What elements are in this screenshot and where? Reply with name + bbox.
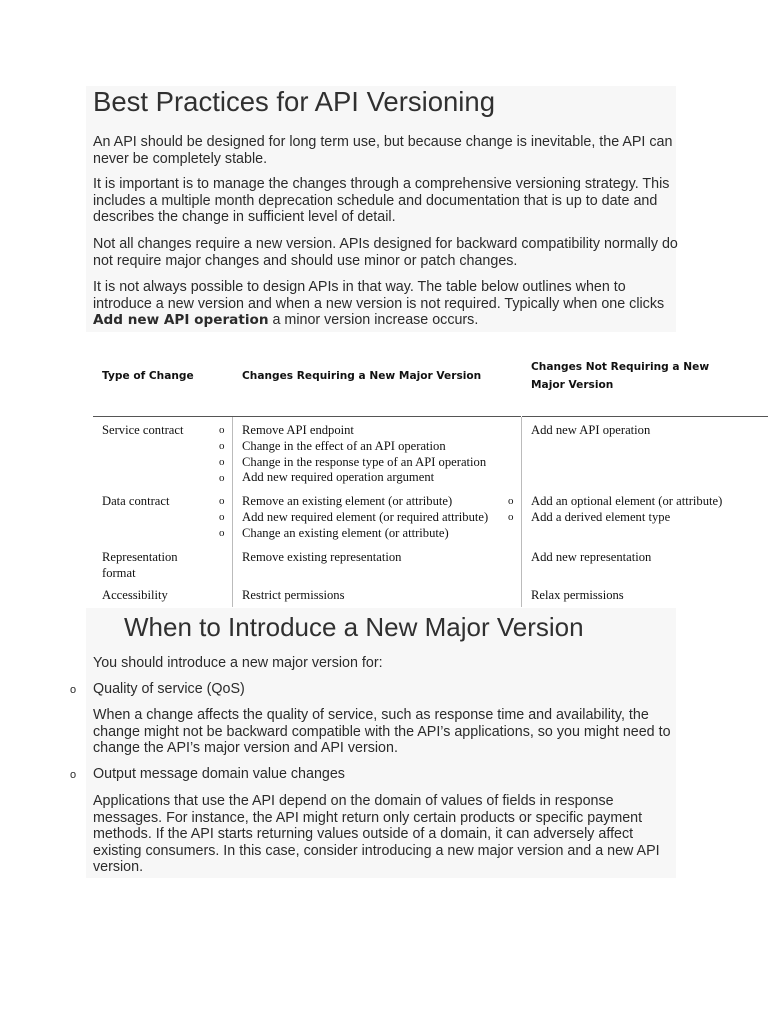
list-item-body: Applications that use the API depend on the domain of values of fields in response messages. For instance, the API might return only certain products or specific payment methods. If the API starts returning values outside of a domain, it can adversely affect existing consumers. In this case, consider introducing a new major version and a new API version.: [93, 793, 660, 875]
table-column-divider: [521, 417, 522, 607]
table-cell-major: Restrict permissions: [242, 588, 345, 602]
bullet-icon: o: [219, 511, 225, 523]
table-column-divider: [232, 417, 233, 607]
table-header-divider: [522, 416, 768, 417]
table-cell-major: Change in the response type of an API operation: [242, 455, 487, 469]
bullet-icon: o: [219, 527, 225, 539]
table-header-minor: Changes Not Requiring a New Major Version: [531, 361, 710, 391]
table-cell-major: Remove an existing element (or attribute): [242, 494, 453, 508]
intro-paragraph-1: An API should be designed for long term use, but because change is inevitable, the API can never be completely stable.: [93, 134, 673, 167]
table-cell-minor: Add new representation: [531, 550, 652, 564]
table-cell-minor: Add a derived element type: [531, 510, 671, 524]
bullet-icon: o: [219, 495, 225, 507]
table-header-type: Type of Change: [102, 370, 194, 382]
table-cell-major: Remove API endpoint: [242, 423, 354, 437]
table-header-major: Changes Requiring a New Major Version: [242, 370, 482, 382]
section-lead: You should introduce a new major version for:: [93, 655, 383, 671]
intro-paragraph-4: [93, 279, 683, 329]
page-title: Best Practices for API Versioning: [93, 86, 495, 117]
bullet-icon: o: [219, 440, 225, 452]
intro-paragraph-3: Not all changes require a new version. APIs designed for backward compatibility normally do not require major changes and should use minor or patch changes.: [93, 236, 678, 269]
table-cell-major: Add new required operation argument: [242, 470, 435, 484]
table-cell-minor: Add an optional element (or attribute): [531, 494, 723, 508]
table-cell-minor: Add new API operation: [531, 423, 651, 437]
table-row-type: Data contract: [102, 494, 170, 508]
table-cell-minor: Relax permissions: [531, 588, 624, 602]
table-cell-major: Change in the effect of an API operation: [242, 439, 446, 453]
list-item-title: Quality of service (QoS): [93, 681, 245, 697]
bullet-icon: o: [508, 511, 514, 523]
table-cell-major: Add new required element (or required attribute): [242, 510, 489, 524]
add-api-operation-label: Add new API operation: [93, 312, 269, 328]
table-row-type: Accessibility: [102, 588, 168, 602]
list-item-title: Output message domain value changes: [93, 766, 345, 782]
list-item-body: When a change affects the quality of service, such as response time and availability, the change might not be backward compatible with the API’s applications, so you might need to change the API’s major version and API version.: [93, 707, 671, 756]
table-cell-major: Change an existing element (or attribute): [242, 526, 449, 540]
intro-paragraph-2: It is important is to manage the changes through a comprehensive versioning strategy. This includes a multiple month deprecation schedule and documentation that is up to date and describes the change in sufficient level of detail.: [93, 176, 670, 225]
bullet-icon: o: [508, 495, 514, 507]
intro-paragraph-4-end: a minor version increase occurs.: [268, 312, 479, 328]
table-header-divider: [93, 416, 521, 417]
bullet-icon: o: [70, 769, 77, 781]
bullet-icon: o: [219, 472, 225, 484]
bullet-icon: o: [219, 456, 225, 468]
table-row-type: Service contract: [102, 423, 184, 437]
table-cell-major: Remove existing representation: [242, 550, 402, 564]
bullet-icon: o: [70, 684, 77, 696]
section-heading: When to Introduce a New Major Version: [124, 612, 584, 642]
intro-paragraph-4-start: It is not always possible to design APIs in that way. The table below outlines when to introduce a new version and when a new version is not required. Typically when one clicks: [93, 279, 665, 312]
table-row-type: Representation format: [102, 550, 178, 580]
bullet-icon: o: [219, 424, 225, 436]
